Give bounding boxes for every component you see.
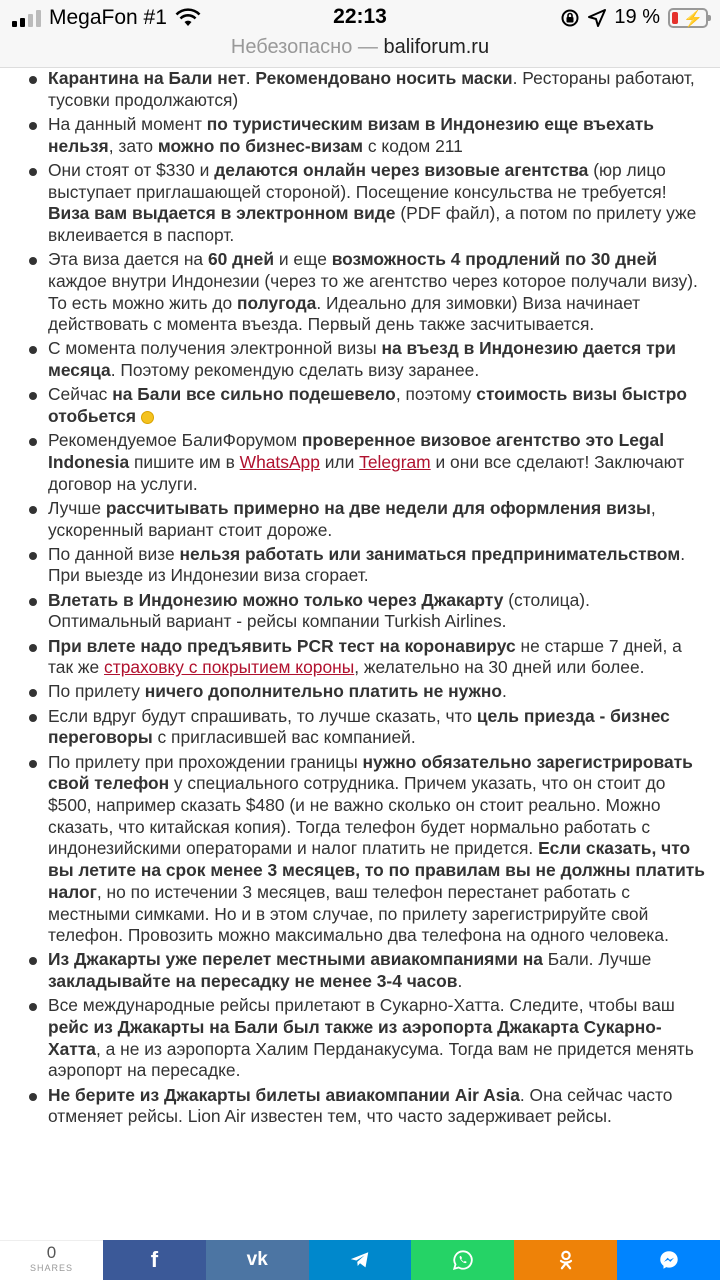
text: Рекомендуемое БалиФорумом [48, 430, 302, 451]
bold-text: на Бали все сильно подешевело [112, 384, 396, 405]
list-item [20, 590, 706, 633]
list-item [20, 1085, 706, 1128]
bold-text: можно по бизнес-визам [157, 135, 364, 156]
text: . Идеально для зимовки) Виза начинает действовать с момента въезда. Первый день также засчитывается. [48, 292, 641, 335]
bullet-list [0, 68, 720, 1128]
odnoklassniki-icon [555, 1249, 577, 1271]
bold-text: стоимость визы быстро отобьется [48, 384, 687, 427]
share-count-label: SHARES [29, 1263, 73, 1273]
text: С момента получения электронной визы [48, 338, 382, 359]
text: (юр лицо выступает приглашающей стороной). Посещение консульства не требуется! [48, 159, 667, 202]
share-count-number: 0 [46, 1243, 57, 1262]
battery-percent: 19 % [614, 6, 660, 28]
list-item [20, 706, 706, 749]
carrier-name: MegaFon #1 [49, 6, 167, 29]
text: каждое внутри Индонезии (через то же агентство через которое получали визу). То есть можно жить до [48, 270, 698, 313]
text: с пригласившей вас компанией. [152, 727, 416, 748]
bold-text: Если сказать, что вы летите на срок менее 3 месяцев, то по правилам вы не должны платить налог [48, 838, 705, 902]
share-telegram-button[interactable] [309, 1240, 412, 1280]
bold-text: Карантина на Бали нет [48, 68, 246, 88]
smile-emoji-icon [141, 411, 154, 424]
bold-text: проверенное визовое агентство это Legal Indonesia [48, 430, 665, 472]
orientation-lock-icon [560, 8, 580, 28]
facebook-icon: f [150, 1247, 159, 1272]
bold-text: по туристическим визам в Индонезию еще въехать нельзя [48, 113, 654, 156]
bold-text: закладывайте на пересадку не менее 3-4 часов [48, 971, 458, 992]
text: . Она сейчас часто отменяет рейсы. Lion Air известен тем, что часто задерживает рейсы. [48, 1084, 673, 1127]
article-content [0, 68, 720, 1240]
text: у специального сотрудника. Причем указать, что он стоит до $500, например сказать $480 (и не важно сколько он стоит реально. Можно сказать, что китайская копия). Тогда телефон будет нормально работать с индонезийскими операторами и налог платить не придется. [48, 773, 666, 859]
list-item [20, 68, 706, 111]
bold-text: цель приезда - бизнес переговоры [48, 705, 670, 748]
bold-text: 60 дней [207, 249, 275, 270]
bold-text: Рекомендовано носить маски [255, 68, 513, 88]
text: , но по истечении 3 месяцев, ваш телефон перестанет работать с местными симками. Но и в этом случае, по прилету зарегистрируйте свой телефон. Провозить можно максимально два телефона на одного человека. [48, 881, 669, 946]
messenger-icon [658, 1249, 680, 1271]
bold-text: полугода [237, 292, 317, 313]
text: . [502, 681, 507, 702]
bold-text: Не берите из Джакарты билеты авиакомпании Air Asia [48, 1084, 520, 1105]
vk-icon: vk [246, 1249, 268, 1270]
text: . Поэтому рекомендую сделать визу заранее. [110, 360, 480, 381]
insecure-label: Небезопасно — [230, 36, 378, 58]
text: По прилету [48, 681, 145, 702]
inline-link[interactable]: страховку с покрытием короны [104, 657, 355, 678]
battery-icon: ⚡ [668, 8, 708, 28]
bold-text: нельзя работать или заниматься предпринимательством [179, 543, 681, 564]
bold-text: рейс из Джакарты на Бали был также из аэропорта Джакарта Сукарно-Хатта [48, 1017, 662, 1059]
telegram-icon [349, 1249, 371, 1271]
url-domain: baliforum.ru [383, 36, 490, 58]
share-messenger-button[interactable] [617, 1240, 720, 1280]
list-item [20, 498, 706, 541]
inline-link[interactable]: WhatsApp [239, 451, 320, 472]
bold-text: на въезд в Индонезию дается три месяца [48, 338, 676, 381]
text: На данный момент [48, 113, 207, 134]
text: не старше 7 дней, а так же [48, 635, 682, 678]
text: с кодом 211 [363, 135, 463, 156]
status-right [560, 6, 708, 29]
bold-text: При влете надо предъявить PCR тест на коронавирус [48, 635, 516, 656]
text: или [319, 451, 360, 472]
text: . Рестораны работают, тусовки продолжаются) [48, 68, 695, 110]
bold-text: делаются онлайн через визовые агентства [214, 159, 589, 180]
text: Все международные рейсы прилетают в Сукарно-Хатта. Следите, чтобы ваш [48, 995, 675, 1016]
bold-text: рассчитывать примерно на две недели для оформления визы [105, 497, 651, 518]
text: пишите им в [129, 451, 240, 472]
bold-text: Влетать в Индонезию можно только через Джакарту [48, 589, 504, 610]
bold-text: ничего дополнительно платить не нужно [144, 681, 502, 702]
location-arrow-icon [588, 9, 606, 27]
list-item [20, 636, 706, 679]
share-whatsapp-button[interactable] [411, 1240, 514, 1280]
text: и еще [274, 249, 332, 270]
text: Сейчас [48, 384, 113, 405]
list-item [20, 752, 706, 947]
list-item [20, 430, 706, 495]
text: . [245, 68, 256, 88]
list-item [20, 114, 706, 157]
whatsapp-icon [452, 1249, 474, 1271]
text: , а не из аэропорта Халим Перданакусума. Тогда вам не придется менять аэропорт на пересадке. [48, 1038, 694, 1081]
url-bar[interactable] [0, 36, 720, 68]
text: , зато [108, 135, 158, 156]
inline-link[interactable]: Telegram [359, 451, 431, 472]
share-bar [0, 1240, 720, 1280]
text: , поэтому [395, 384, 477, 405]
list-item [20, 681, 706, 703]
text: Эта виза дается на [48, 249, 208, 270]
bold-text: нужно обязательно зарегистрировать свой телефон [48, 751, 693, 794]
text: Они стоят от $330 и [48, 159, 215, 180]
text: Если вдруг будут спрашивать, то лучше сказать, что [48, 705, 477, 726]
share-facebook-button[interactable] [103, 1240, 206, 1280]
text: . При выезде из Индонезии виза сгорает. [48, 543, 686, 586]
bold-text: Из Джакарты уже перелет местными авиакомпаниями на [48, 949, 543, 970]
bold-text: возможность 4 продлений по 30 дней [331, 249, 658, 270]
share-count [0, 1240, 103, 1280]
bold-text: Виза вам выдается в электронном виде [48, 203, 396, 224]
text: , ускоренный вариант стоит дороже. [48, 497, 656, 540]
text: . [457, 971, 463, 992]
text: Бали. Лучше [542, 949, 652, 970]
list-item [20, 160, 706, 247]
clock: 22:13 [333, 5, 387, 28]
list-item [20, 384, 706, 427]
list-item [20, 338, 706, 381]
list-item [20, 995, 706, 1082]
status-bar [0, 0, 720, 36]
text: Лучше [48, 497, 106, 518]
list-item [20, 249, 706, 336]
share-odnoklassniki-button[interactable] [514, 1240, 617, 1280]
text: (столица). Оптимальный вариант - рейсы компании Turkish Airlines. [48, 589, 590, 632]
text: и они все сделают! Заключают договор на услуги. [48, 451, 685, 494]
text: По данной визе [48, 543, 180, 564]
list-item [20, 949, 706, 992]
text: (PDF файл), а потом по прилету уже вклеивается в паспорт. [48, 203, 697, 245]
list-item [20, 544, 706, 587]
share-vk-button[interactable] [206, 1240, 309, 1280]
text: , желательно на 30 дней или более. [354, 657, 645, 678]
text: По прилету при прохождении границы [48, 751, 363, 772]
